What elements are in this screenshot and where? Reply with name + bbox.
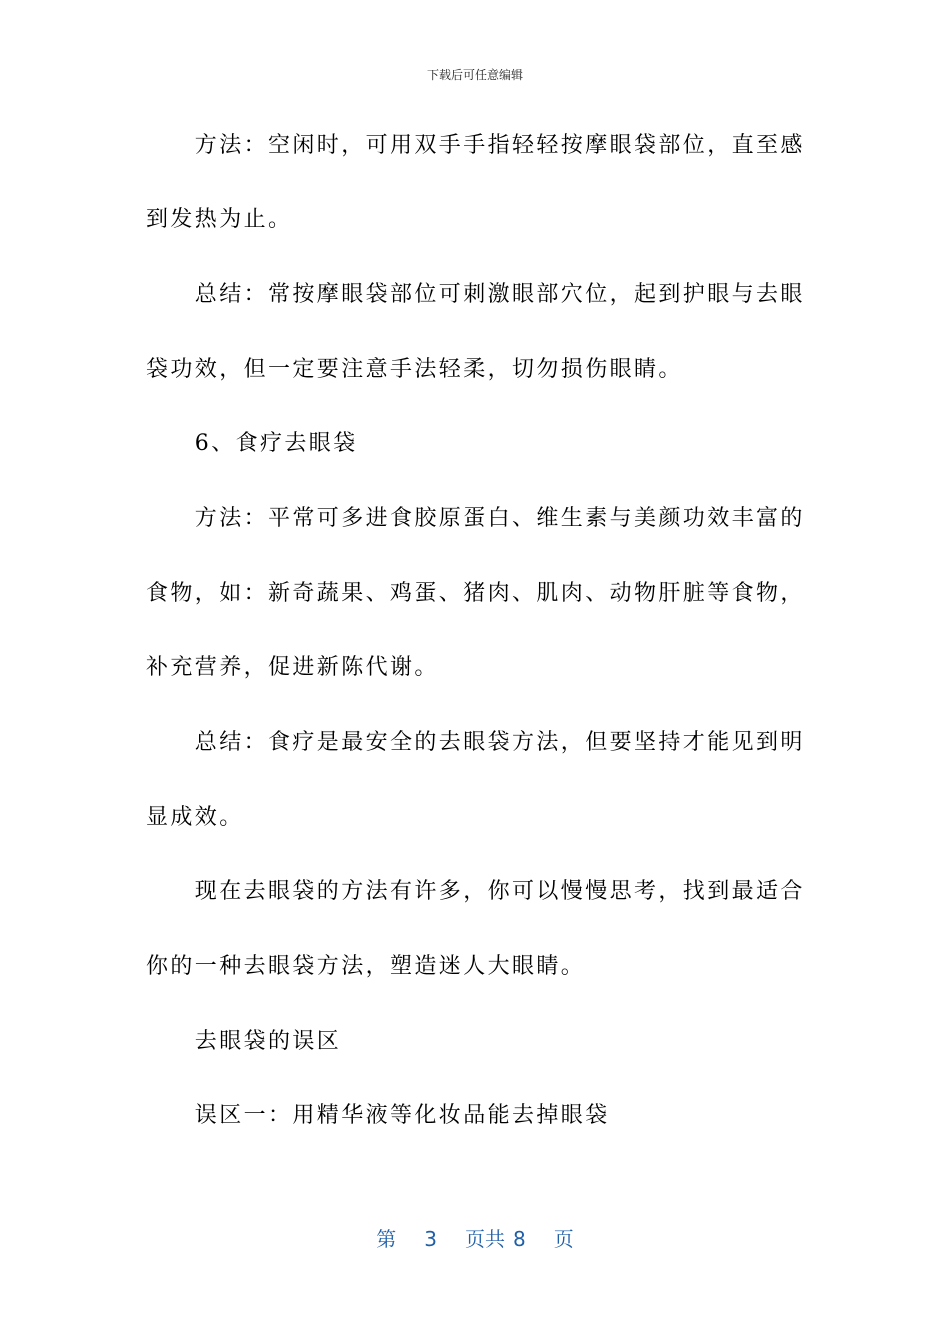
paragraph-line: 袋功效，但一定要注意手法轻柔，切勿损伤眼睛。 xyxy=(146,357,683,382)
paragraph-line: 现在去眼袋的方法有许多，你可以慢慢思考，找到最适合 xyxy=(146,879,805,904)
footer-suffix: 页 xyxy=(553,1227,574,1251)
paragraph-line: 食物，如：新奇蔬果、鸡蛋、猪肉、肌肉、动物肝脏等食物， xyxy=(146,581,805,606)
paragraph-line: 到发热为止。 xyxy=(146,207,293,232)
page-header: 下载后可任意编辑 xyxy=(426,68,523,82)
section-heading: 6、食疗去眼袋 xyxy=(146,431,358,456)
page-footer xyxy=(0,1225,950,1253)
paragraph-line: 显成效。 xyxy=(146,805,244,830)
paragraph-line: 方法：空闲时，可用双手手指轻轻按摩眼袋部位，直至感 xyxy=(146,133,805,158)
paragraph-line: 方法：平常可多进食胶原蛋白、维生素与美颜功效丰富的 xyxy=(146,506,805,531)
paragraph-line: 你的一种去眼袋方法，塑造迷人大眼睛。 xyxy=(146,954,586,979)
section-heading: 去眼袋的误区 xyxy=(146,1029,342,1054)
paragraph-line: 补充营养，促进新陈代谢。 xyxy=(146,655,439,680)
footer-total-pages: 8 xyxy=(513,1227,526,1251)
paragraph-line: 误区一：用精华液等化妆品能去掉眼袋 xyxy=(146,1103,610,1128)
paragraph-line: 总结：常按摩眼袋部位可刺激眼部穴位，起到护眼与去眼 xyxy=(146,282,805,307)
footer-current-page: 3 xyxy=(424,1227,437,1251)
footer-middle: 页共 xyxy=(465,1227,505,1251)
paragraph-line: 总结：食疗是最安全的去眼袋方法，但要坚持才能见到明 xyxy=(146,730,805,755)
footer-prefix: 第 xyxy=(376,1227,397,1251)
